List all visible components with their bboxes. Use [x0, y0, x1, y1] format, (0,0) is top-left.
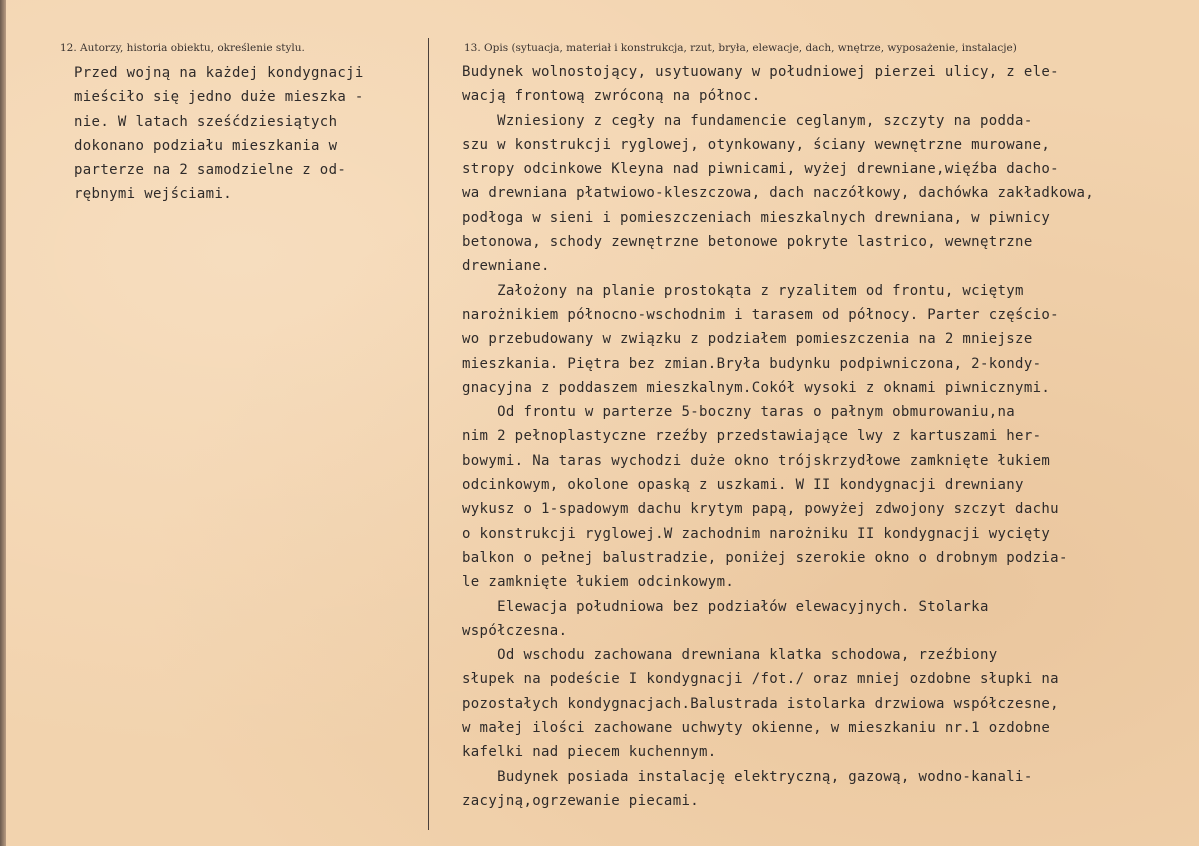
text-line: narożnikiem północno-wschodnim i tarasem od północy. Parter częścio-: [462, 306, 1059, 323]
text-line: kafelki nad piecem kuchennym.: [462, 744, 717, 761]
text-line: stropy odcinkowe Kleyna nad piwnicami, wyżej drewniane,więźba dacho-: [462, 161, 1059, 178]
text-line: drewniane.: [462, 258, 550, 275]
section-12-text: [74, 61, 364, 207]
text-line: mieściło się jedno duże mieszka -: [74, 89, 364, 106]
text-line: nim 2 pełnoplastyczne rzeźby przedstawiające lwy z kartuszami her-: [462, 428, 1042, 445]
text-line: balkon o pełnej balustradzie, poniżej szerokie okno o drobnym podzia-: [462, 549, 1068, 566]
text-line: rębnymi wejściami.: [74, 186, 233, 203]
text-line: mieszkania. Piętra bez zmian.Bryła budynku podpiwniczona, 2-kondy-: [462, 355, 1042, 372]
text-line: Budynek posiada instalację elektryczną, gazową, wodno-kanali-: [462, 768, 1033, 785]
text-line: wacją frontową zwróconą na północ.: [462, 88, 761, 105]
text-line: Założony na planie prostokąta z ryzalitem od frontu, wciętym: [462, 282, 1024, 299]
text-line: gnacyjna z poddaszem mieszkalnym.Cokół wysoki z oknami piwnicznymi.: [462, 379, 1051, 396]
section-13-header: 13. Opis (sytuacja, materiał i konstrukcja, rzut, bryła, elewacje, dach, wnętrze, wyposażenie, instalacje): [464, 42, 1017, 54]
text-line: wa drewniana płatwiowo-kleszczowa, dach naczółkowy, dachówka zakładkowa,: [462, 185, 1095, 202]
text-line: Przed wojną na każdej kondygnacji: [74, 65, 364, 81]
text-line: bowymi. Na taras wychodzi duże okno trójskrzydłowe zamknięte łukiem: [462, 452, 1051, 469]
text-line: Elewacja południowa bez podziałów elewacyjnych. Stolarka: [462, 598, 989, 615]
section-13-text: [462, 60, 1197, 813]
text-line: o konstrukcji ryglowej.W zachodnim narożniku II kondygnacji wycięty: [462, 525, 1051, 542]
section-12-header: 12. Autorzy, historia obiektu, określenie stylu.: [60, 42, 305, 54]
text-line: betonowa, schody zewnętrzne betonowe pokryte lastrico, wewnętrzne: [462, 234, 1033, 251]
text-line: szu w konstrukcji ryglowej, otynkowany, ściany wewnętrzne murowane,: [462, 136, 1051, 153]
text-line: wykusz o 1-spadowym dachu krytym papą, powyżej zdwojony szczyt dachu: [462, 501, 1059, 518]
text-line: parterze na 2 samodzielne z od-: [74, 162, 347, 179]
text-line: pozostałych kondygnacjach.Balustrada istolarka drzwiowa współczesne,: [462, 695, 1059, 712]
page-left-edge: [0, 0, 6, 846]
column-divider: [428, 38, 429, 830]
text-line: Od wschodu zachowana drewniana klatka schodowa, rzeźbiony: [462, 647, 998, 664]
text-line: zacyjną,ogrzewanie piecami.: [462, 792, 700, 809]
text-line: dokonano podziału mieszkania w: [74, 137, 338, 154]
text-line: w małej ilości zachowane uchwyty okienne, w mieszkaniu nr.1 ozdobne: [462, 720, 1051, 737]
text-line: podłoga w sieni i pomieszczeniach mieszkalnych drewniana, w piwnicy: [462, 209, 1051, 226]
text-line: nie. W latach sześćdziesiątych: [74, 113, 338, 130]
text-line: Budynek wolnostojący, usytuowany w południowej pierzei ulicy, z ele-: [462, 64, 1059, 80]
text-line: słupek na podeście I kondygnacji /fot./ oraz mniej ozdobne słupki na: [462, 671, 1059, 688]
text-line: wo przebudowany w związku z podziałem pomieszczenia na 2 mniejsze: [462, 331, 1033, 348]
text-line: Wzniesiony z cegły na fundamencie ceglanym, szczyty na podda-: [462, 112, 1033, 129]
text-line: Od frontu w parterze 5-boczny taras o pałnym obmurowaniu,na: [462, 404, 1016, 421]
text-line: odcinkowym, okolone opaską z uszkami. W II kondygnacji drewniany: [462, 477, 1024, 494]
text-line: le zamknięte łukiem odcinkowym.: [462, 574, 735, 591]
text-line: współczesna.: [462, 622, 568, 639]
